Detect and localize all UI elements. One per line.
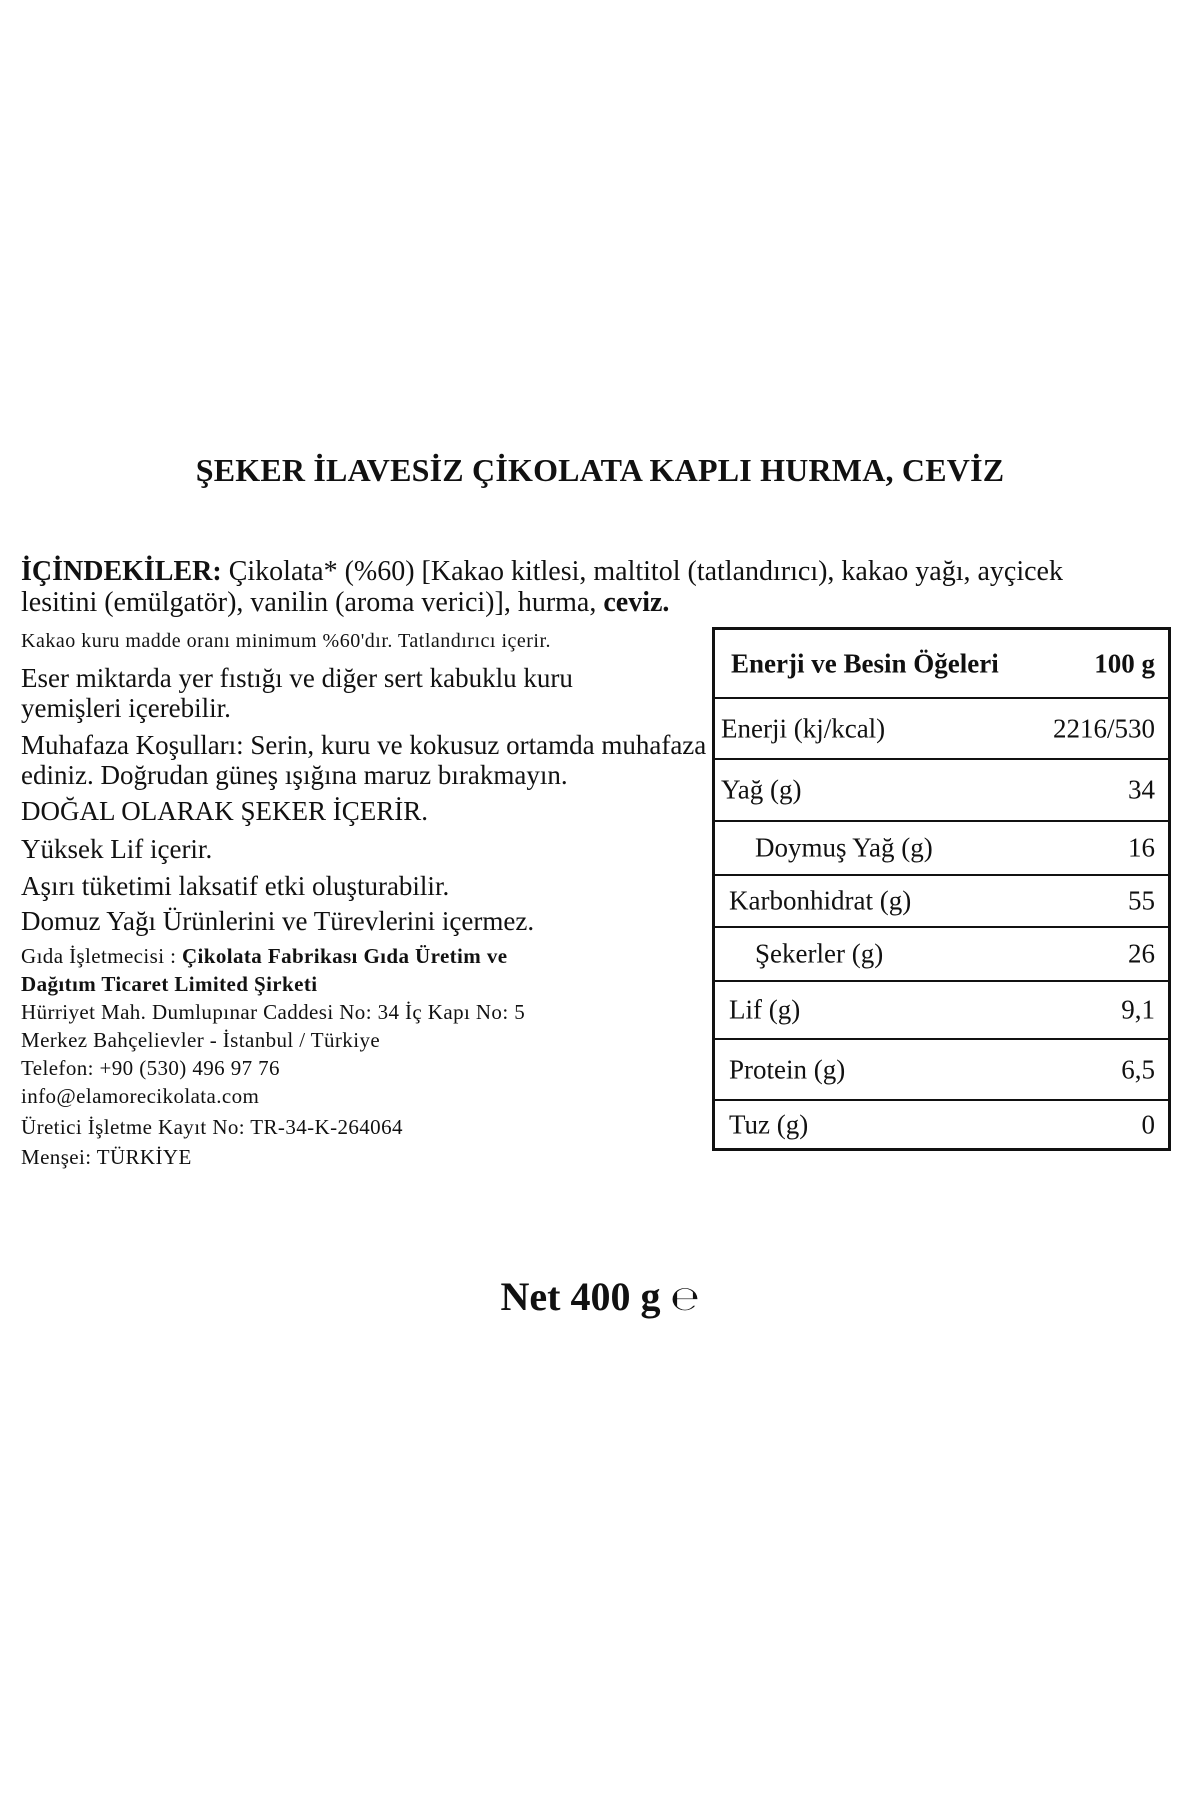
ingredients-bold-end: ceviz. <box>603 587 670 618</box>
nutrition-value: 55 <box>1128 885 1155 916</box>
nutrition-header-value: 100 g <box>1094 648 1155 678</box>
nutrition-label: Doymuş Yağ (g) <box>755 832 933 863</box>
origin: Menşei: TÜRKİYE <box>21 1145 192 1169</box>
operator-line-1 <box>21 942 507 970</box>
nutrition-value: 16 <box>1128 832 1155 863</box>
nutrition-value: 6,5 <box>1121 1054 1155 1084</box>
nutrition-value: 2216/530 <box>1052 713 1155 743</box>
nutrition-row-fiber <box>715 982 1168 1040</box>
nutrition-label: Enerji (kj/kcal) <box>721 713 886 743</box>
nutrition-row-salt <box>715 1101 1168 1148</box>
net-weight-text: Net 400 g <box>500 1274 661 1319</box>
nutrition-label: Şekerler (g) <box>755 938 884 969</box>
nutrition-label: Lif (g) <box>729 994 801 1025</box>
fiber-note: Yüksek Lif içerir. <box>21 834 213 864</box>
estimated-sign-icon: ℮ <box>670 1279 700 1319</box>
nutrition-label: Karbonhidrat (g) <box>729 885 912 916</box>
nutrition-row-fat <box>715 760 1168 822</box>
ingredients-section <box>21 556 1141 618</box>
operator-label: Gıda İşletmecisi : <box>21 944 182 968</box>
nutrition-value: 26 <box>1128 938 1155 969</box>
nutrition-label: Yağ (g) <box>721 774 802 805</box>
nutrition-table <box>712 627 1171 1151</box>
nutrition-row-sugars <box>715 928 1168 982</box>
nutrition-value: 34 <box>1128 774 1155 805</box>
address-line-1: Hürriyet Mah. Dumlupınar Caddesi No: 34 İç Kapı No: 5 <box>21 1000 526 1024</box>
nutrition-row-saturated-fat <box>715 822 1168 876</box>
nutrition-row-energy <box>715 699 1168 760</box>
nutrition-value: 0 <box>1141 1109 1155 1139</box>
nutrition-row-carbohydrate <box>715 876 1168 928</box>
allergen-note: Eser miktarda yer fıstığı ve diğer sert kabuklu kuru yemişleri içerebilir. <box>21 663 573 723</box>
laxative-note: Aşırı tüketimi laksatif etki oluşturabilir. <box>21 871 450 901</box>
cocoa-note: Kakao kuru madde oranı minimum %60'dır. Tatlandırıcı içerir. <box>21 630 552 652</box>
operator-line-2 <box>21 970 317 998</box>
storage-note: Muhafaza Koşulları: Serin, kuru ve kokusuz ortamda muhafaza ediniz. Doğrudan güneş ışığına maruz bırakmayın. <box>21 730 707 790</box>
nutrition-header-label: Enerji ve Besin Öğeleri <box>731 648 999 678</box>
nutrition-value: 9,1 <box>1121 994 1155 1025</box>
nutrition-row-protein <box>715 1040 1168 1101</box>
product-title: ŞEKER İLAVESİZ ÇİKOLATA KAPLI HURMA, CEVİZ <box>195 452 1005 488</box>
pork-note: Domuz Yağı Ürünlerini ve Türevlerini içermez. <box>21 906 535 936</box>
email: info@elamorecikolata.com <box>21 1084 260 1108</box>
registration-number: Üretici İşletme Kayıt No: TR-34-K-264064 <box>21 1115 403 1139</box>
ingredients-label: İÇİNDEKİLER: <box>21 556 222 587</box>
natural-sugar-note: DOĞAL OLARAK ŞEKER İÇERİR. <box>21 796 428 826</box>
ingredients-text: Çikolata* (%60) [Kakao kitlesi, maltitol (tatlandırıcı), kakao yağı, ayçicek lesitini (emülgatör), vanilin (aroma verici)], hurma, <box>21 556 1063 618</box>
operator-name-1: Çikolata Fabrikası Gıda Üretim ve <box>181 944 508 968</box>
nutrition-label: Protein (g) <box>729 1054 846 1084</box>
operator-name-2: Dağıtım Ticaret Limited Şirketi <box>21 972 318 996</box>
phone: Telefon: +90 (530) 496 97 76 <box>21 1056 280 1080</box>
nutrition-label: Tuz (g) <box>729 1109 809 1139</box>
nutrition-header-row <box>715 630 1168 699</box>
net-weight <box>0 1273 1200 1320</box>
address-line-2: Merkez Bahçelievler - İstanbul / Türkiye <box>21 1028 381 1052</box>
